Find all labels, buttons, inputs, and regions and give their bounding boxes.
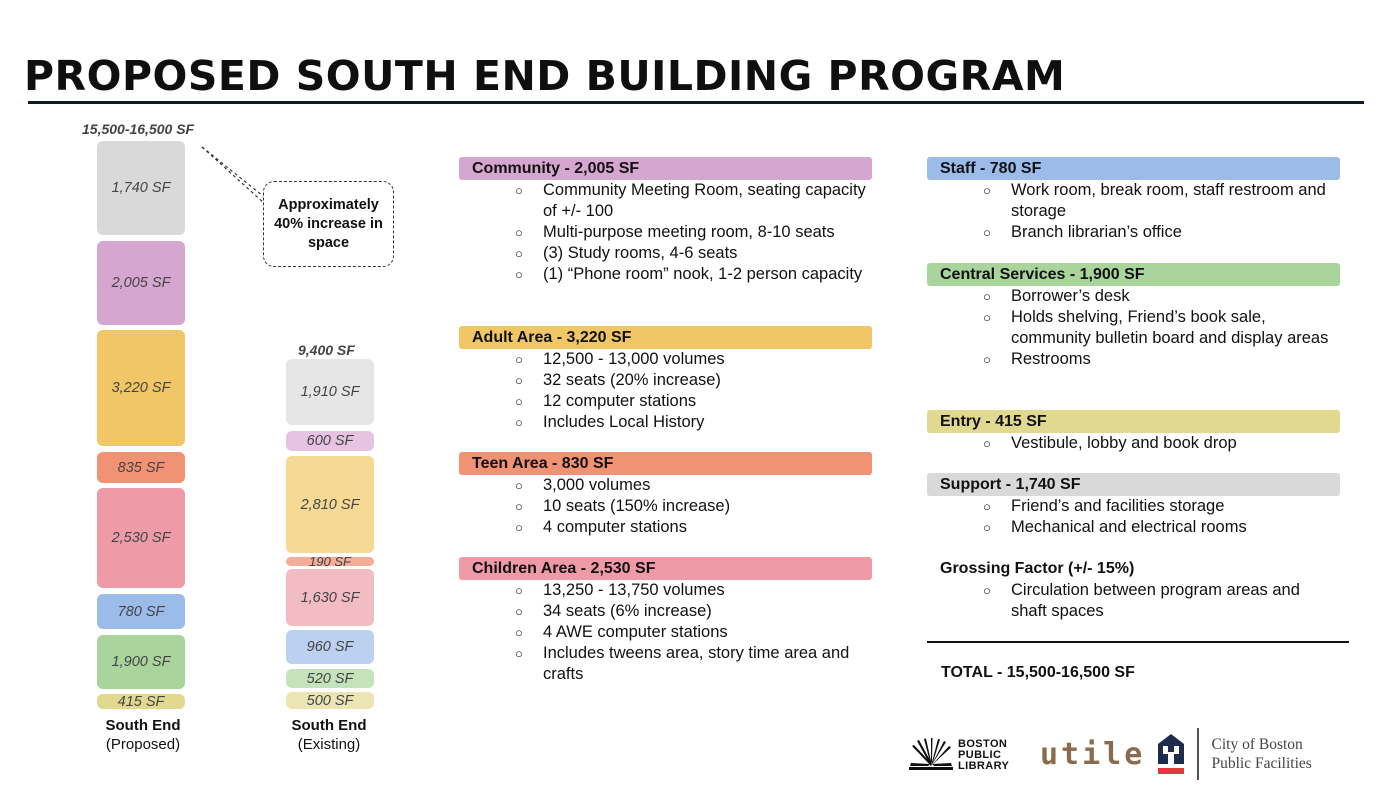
- list-item-text: Friend’s and facilities storage: [1011, 497, 1225, 515]
- hollow-bullet-icon: ○: [515, 373, 523, 388]
- program-section: [927, 157, 1340, 243]
- list-item-text: Circulation between program areas and shaft spaces: [1011, 581, 1300, 620]
- existing-block-community: 600 SF: [286, 431, 374, 451]
- program-section: [459, 157, 872, 285]
- hollow-bullet-icon: ○: [515, 646, 523, 661]
- existing-block-teen-area: 190 SF: [286, 557, 374, 566]
- list-item: [459, 622, 872, 643]
- section-items: [927, 433, 1340, 454]
- total-divider: [927, 641, 1349, 643]
- section-items: [459, 180, 872, 285]
- list-item: [927, 286, 1340, 307]
- hollow-bullet-icon: ○: [515, 267, 523, 282]
- section-heading: Children Area - 2,530 SF: [459, 557, 872, 580]
- list-item: [459, 580, 872, 601]
- list-item-text: 34 seats (6% increase): [543, 602, 712, 620]
- section-items: [459, 349, 872, 433]
- proposed-block-adult-area: 3,220 SF: [97, 330, 185, 446]
- section-items: [927, 580, 1340, 622]
- proposed-block-children-area: 2,530 SF: [97, 488, 185, 588]
- proposed-block-central-services: 1,900 SF: [97, 635, 185, 689]
- list-item-text: (3) Study rooms, 4-6 seats: [543, 244, 738, 262]
- proposed-block-staff: 780 SF: [97, 594, 185, 629]
- existing-block-adult-area: 2,810 SF: [286, 456, 374, 553]
- section-heading: Staff - 780 SF: [927, 157, 1340, 180]
- existing-column-name: South End: [291, 717, 367, 734]
- list-item: [459, 222, 872, 243]
- hollow-bullet-icon: ○: [515, 604, 523, 619]
- hollow-bullet-icon: ○: [515, 478, 523, 493]
- existing-total-label: 9,400 SF: [298, 342, 355, 358]
- list-item-text: Work room, break room, staff restroom and storage: [1011, 181, 1326, 220]
- bpl-line-3: LIBRARY: [958, 759, 1010, 772]
- list-item-text: 10 seats (150% increase): [543, 497, 731, 515]
- list-item: [927, 349, 1340, 370]
- list-item: [459, 370, 872, 391]
- section-heading: Teen Area - 830 SF: [459, 452, 872, 475]
- hollow-bullet-icon: ○: [515, 415, 523, 430]
- bpl-line-1: BOSTON: [958, 737, 1008, 750]
- hollow-bullet-icon: ○: [515, 625, 523, 640]
- hollow-bullet-icon: ○: [515, 246, 523, 261]
- bpl-logo: [908, 738, 1009, 772]
- program-section: [927, 557, 1340, 622]
- hollow-bullet-icon: ○: [983, 310, 991, 325]
- total-label: TOTAL - 15,500-16,500 SF: [941, 664, 1135, 681]
- existing-block-children-area: 1,630 SF: [286, 569, 374, 626]
- list-item: [927, 222, 1340, 243]
- list-item: [459, 601, 872, 622]
- section-items: [927, 180, 1340, 243]
- proposed-block-teen-area: 835 SF: [97, 452, 185, 483]
- hollow-bullet-icon: ○: [515, 499, 523, 514]
- hollow-bullet-icon: ○: [515, 394, 523, 409]
- existing-block-entry: 500 SF: [286, 692, 374, 709]
- list-item: [459, 180, 872, 222]
- list-item: [459, 264, 872, 285]
- hollow-bullet-icon: ○: [515, 225, 523, 240]
- list-item-text: Mechanical and electrical rooms: [1011, 518, 1247, 536]
- section-items: [927, 496, 1340, 538]
- bpl-line-2: PUBLIC: [958, 748, 1002, 761]
- hollow-bullet-icon: ○: [983, 499, 991, 514]
- list-item-text: Multi-purpose meeting room, 8-10 seats: [543, 223, 835, 241]
- hollow-bullet-icon: ○: [983, 225, 991, 240]
- proposed-block-entry: 415 SF: [97, 694, 185, 709]
- list-item-text: Vestibule, lobby and book drop: [1011, 434, 1237, 452]
- hollow-bullet-icon: ○: [983, 289, 991, 304]
- list-item-text: Restrooms: [1011, 350, 1091, 368]
- section-heading: Central Services - 1,900 SF: [927, 263, 1340, 286]
- hollow-bullet-icon: ○: [515, 583, 523, 598]
- list-item-text: 3,000 volumes: [543, 476, 651, 494]
- list-item-text: Borrower’s desk: [1011, 287, 1130, 305]
- list-item-text: Includes tweens area, story time area and crafts: [543, 644, 850, 683]
- section-items: [459, 580, 872, 685]
- city-logo-divider: [1197, 728, 1199, 780]
- list-item-text: Includes Local History: [543, 413, 705, 431]
- list-item-text: 12,500 - 13,000 volumes: [543, 350, 725, 368]
- list-item-text: Holds shelving, Friend’s book sale, community bulletin board and display areas: [1011, 308, 1329, 347]
- list-item-text: 13,250 - 13,750 volumes: [543, 581, 725, 599]
- list-item-text: 4 computer stations: [543, 518, 687, 536]
- program-section: [459, 326, 872, 433]
- list-item: [927, 496, 1340, 517]
- list-item: [459, 391, 872, 412]
- section-heading: Adult Area - 3,220 SF: [459, 326, 872, 349]
- proposed-column-name: South End: [105, 717, 181, 734]
- section-items: [927, 286, 1340, 370]
- program-section: [927, 410, 1340, 454]
- list-item: [459, 349, 872, 370]
- section-items: [459, 475, 872, 538]
- title-divider: [28, 101, 1364, 104]
- section-heading: Entry - 415 SF: [927, 410, 1340, 433]
- city-wordmark: [1212, 735, 1312, 773]
- section-heading: Support - 1,740 SF: [927, 473, 1340, 496]
- hollow-bullet-icon: ○: [515, 352, 523, 367]
- proposed-column-sub: (Proposed): [105, 736, 181, 753]
- list-item: [927, 580, 1340, 622]
- proposed-block-community: 2,005 SF: [97, 241, 185, 325]
- existing-column-label: [274, 716, 384, 754]
- section-heading: Grossing Factor (+/- 15%): [940, 560, 1135, 577]
- hollow-bullet-icon: ○: [983, 436, 991, 451]
- list-item: [459, 643, 872, 685]
- list-item-text: 12 computer stations: [543, 392, 697, 410]
- list-item: [927, 180, 1340, 222]
- increase-callout: Approximately 40% increase in space: [263, 181, 394, 267]
- hollow-bullet-icon: ○: [983, 583, 991, 598]
- proposed-total-label: 15,500-16,500 SF: [82, 121, 195, 137]
- city-line-1: City of Boston: [1211, 736, 1303, 753]
- program-section: [459, 452, 872, 538]
- program-section: [927, 263, 1340, 370]
- existing-block-staff: 960 SF: [286, 630, 374, 664]
- existing-block-central-services: 520 SF: [286, 669, 374, 688]
- city-line-2: Public Facilities: [1211, 755, 1312, 772]
- list-item: [927, 433, 1340, 454]
- list-item-text: 32 seats (20% increase): [543, 371, 721, 389]
- list-item: [459, 243, 872, 264]
- list-item: [459, 496, 872, 517]
- list-item: [927, 517, 1340, 538]
- hollow-bullet-icon: ○: [515, 183, 523, 198]
- page-title: PROPOSED SOUTH END BUILDING PROGRAM: [24, 52, 1066, 100]
- hollow-bullet-icon: ○: [515, 520, 523, 535]
- existing-block-support: 1,910 SF: [286, 359, 374, 425]
- bpl-wordmark: [958, 739, 1009, 772]
- hollow-bullet-icon: ○: [983, 352, 991, 367]
- hollow-bullet-icon: ○: [983, 183, 991, 198]
- proposed-block-support: 1,740 SF: [97, 141, 185, 235]
- hollow-bullet-icon: ○: [983, 520, 991, 535]
- existing-column-sub: (Existing): [297, 736, 361, 753]
- list-item: [459, 412, 872, 433]
- list-item-text: (1) “Phone room” nook, 1-2 person capacity: [543, 265, 863, 283]
- city-of-boston-logo: [1155, 728, 1312, 780]
- program-section: [927, 473, 1340, 538]
- bpl-book-icon: [908, 738, 954, 772]
- utile-logo: utile: [1040, 737, 1146, 772]
- proposed-column-label: [88, 716, 198, 754]
- list-item: [459, 517, 872, 538]
- list-item-text: Branch librarian’s office: [1011, 223, 1182, 241]
- list-item-text: 4 AWE computer stations: [543, 623, 728, 641]
- list-item: [927, 307, 1340, 349]
- program-section: [459, 557, 872, 685]
- list-item-text: Community Meeting Room, seating capacity of +/- 100: [543, 181, 866, 220]
- section-heading: Community - 2,005 SF: [459, 157, 872, 180]
- list-item: [459, 475, 872, 496]
- city-building-icon: [1155, 730, 1187, 778]
